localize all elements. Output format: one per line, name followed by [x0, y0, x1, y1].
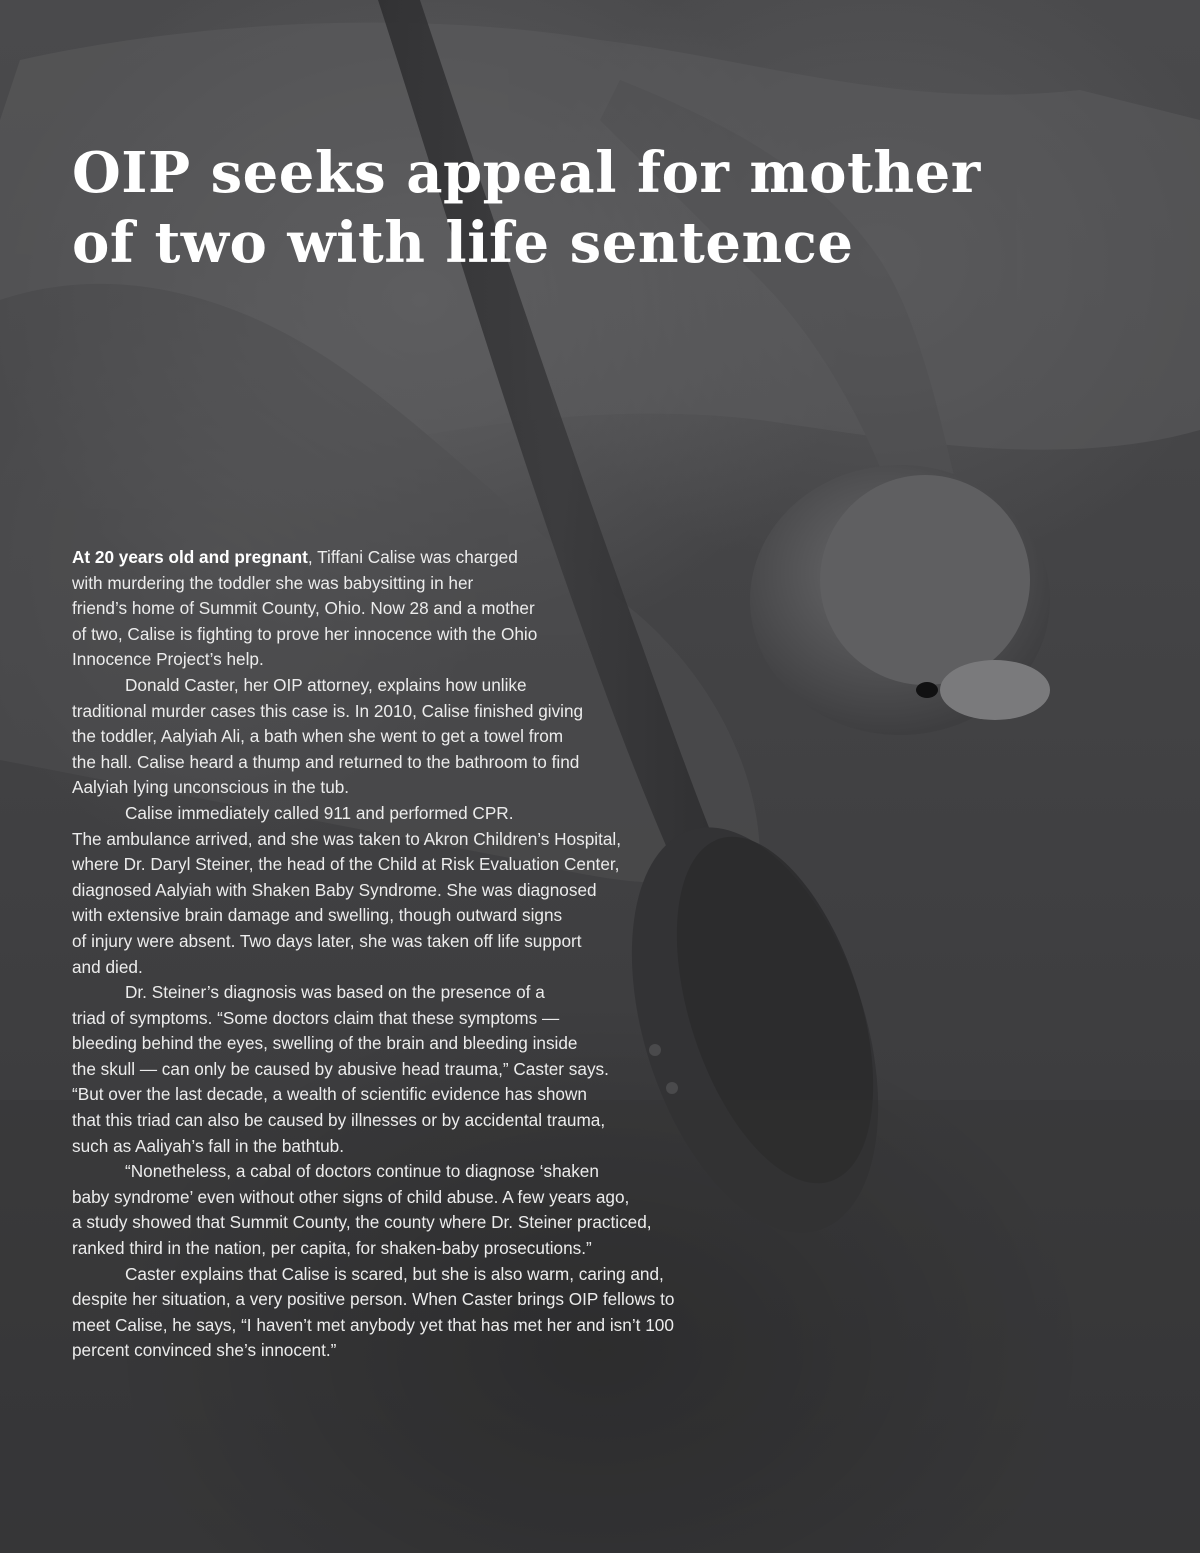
article-body	[72, 545, 712, 1364]
page-title-line-2: of two with life sentence	[72, 210, 854, 276]
page-title-line-1: OIP seeks appeal for mother	[72, 140, 981, 206]
rubber-duck	[750, 465, 1050, 735]
page-title	[72, 138, 1072, 278]
article-paragraph-6: Caster explains that Calise is scared, but she is also warm, caring and, despite her situation, a very positive person. When Caster brings OIP fellows to meet Calise, he says, “I haven’t met anybody yet that has met her and isn’t 100 percent convinced she’s innocent.”	[72, 1263, 675, 1361]
article-paragraph-2: Donald Caster, her OIP attorney, explains how unlike traditional murder cases this case is. In 2010, Calise finished giving the toddler, Aalyiah Ali, a bath when she went to get a towel from the hall. Calise heard a thump and returned to the bathroom to find Aalyiah lying unconscious in the tub.	[72, 674, 584, 798]
article-lede: At 20 years old and pregnant	[72, 547, 308, 567]
article-paragraph-1-text: , Tiffani Calise was charged with murdering the toddler she was babysitting in her friend’s home of Summit County, Ohio. Now 28 and a mother of two, Calise is fighting to prove her innocence with the Ohio Innocence Project’s help.	[72, 547, 538, 670]
article-paragraph-3: Calise immediately called 911 and performed CPR. The ambulance arrived, and she was taken to Akron Children’s Hospital, where Dr. Daryl Steiner, the head of the Child at Risk Evaluation Center, diagnosed Aalyiah with Shaken Baby Syndrome. She was diagnosed with extensive brain damage and swelling, though outward signs of injury were absent. Two days later, she was taken off life support and died.	[72, 802, 622, 977]
article-paragraph-1	[72, 545, 712, 673]
article-paragraph-4: Dr. Steiner’s diagnosis was based on the presence of a triad of symptoms. “Some doctors claim that these symptoms — bleeding behind the eyes, swelling of the brain and bleeding inside the skull — can only be caused by abusive head trauma,” Caster says. “But over the last decade, a wealth of scientific evidence has shown that this triad can also be caused by illnesses or by accidental trauma, such as Aaliyah’s fall in the bathtub.	[72, 982, 609, 1156]
article-paragraph-5: “Nonetheless, a cabal of doctors continue to diagnose ‘shaken baby syndrome’ even without other signs of child abuse. A few years ago, a study showed that Summit County, the county where Dr. Steiner practiced, ranked third in the nation, per capita, for shaken-baby prosecutions.”	[72, 1161, 652, 1259]
